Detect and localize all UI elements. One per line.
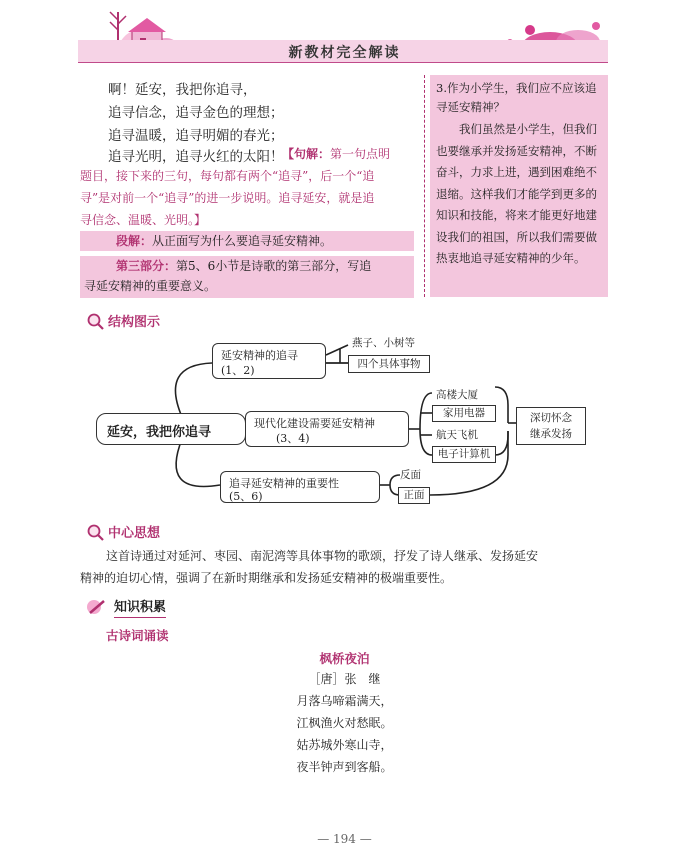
b1-item-2: 四个具体事物: [348, 355, 430, 373]
poem-line-1: 啊！延安，我把你追寻，: [108, 82, 257, 98]
side-divider: [424, 75, 425, 297]
b2-item-3: 航天飞机: [436, 429, 478, 441]
ancient-poem-line-2: 江枫渔火对愁眠。: [296, 716, 393, 730]
branch-2-range: (3、4): [276, 432, 310, 445]
analysis-line-3: 寻”是对前一个“追寻”的进一步说明。追寻延安，就是追: [80, 191, 375, 205]
header-title: 新教材完全解读: [288, 45, 401, 61]
side-question: [436, 79, 604, 117]
b1-item-1: 燕子、小树等: [352, 337, 415, 349]
magnifier-icon: [86, 523, 104, 541]
knowledge-title: 知识积累: [114, 596, 166, 618]
theme-line-2: 精神的迫切心情，强调了在新时期继承和发扬延安精神的极端重要性。: [80, 571, 453, 585]
page-number: — 194 —: [317, 832, 372, 846]
analysis-line-2: 题目，接下来的三句，每句都有两个“追寻”，后一个“追: [80, 169, 375, 183]
b2-item-4: 电子计算机: [432, 446, 496, 463]
part3-box: [80, 256, 414, 298]
duanjie-label: 段解：: [116, 234, 153, 248]
part3-text-1: 第5、6小节是诗歌的第三部分，写追: [176, 259, 372, 273]
branch-2-name: 现代化建设需要延安精神: [254, 417, 375, 430]
branch-1: [212, 343, 326, 379]
branch-1-name: 延安精神的追寻: [221, 349, 298, 362]
branch-3-name: 追寻延安精神的重要性: [229, 477, 339, 490]
pencil-icon: [86, 598, 108, 616]
b2-item-1: 高楼大厦: [436, 389, 478, 401]
structure-root: [96, 413, 246, 445]
part3-text-2: 寻延安精神的重要意义。: [84, 279, 217, 293]
ancient-poem-line-1: 月落乌啼霜满天，: [296, 694, 393, 708]
analysis-line-4: 寻信念、温暖、光明。】: [80, 213, 207, 227]
branch-3: [220, 471, 380, 503]
branch-1-range: (1、2): [221, 364, 255, 377]
structure-root-label: 延安，我把你追寻: [107, 425, 212, 440]
b3-item-2: 正面: [398, 487, 430, 504]
ancient-poem-line-3: 姑苏城外寒山寺，: [296, 738, 393, 752]
side-question-line-1: 3.作为小学生，我们应不应该追: [436, 81, 597, 95]
b3-item-1: 反面: [400, 469, 421, 481]
result-line-1: 深切怀念: [530, 412, 572, 424]
result-box: [516, 407, 586, 445]
side-answer: 我们虽然是小学生，但我们也要继承并发扬延安精神，不断奋斗，力求上进，遇到困难绝不退缩。这样我们才能学到更多的知识和技能，将来才能更好地建设我们的祖国，所以我们需要做热衷地追寻延安精神的少年。: [436, 122, 597, 265]
part3-label: 第三部分：: [116, 259, 177, 273]
structure-title: 结构图示: [108, 315, 161, 330]
structure-heading: [86, 311, 160, 330]
ancient-poem-title-wrap: [0, 648, 689, 667]
ancient-poem-line-4: 夜半钟声到客船。: [296, 760, 393, 774]
result-line-2: 继承发扬: [530, 428, 572, 440]
branch-2: [245, 411, 409, 447]
ancient-poem-author: ［唐］张 继: [308, 672, 381, 686]
side-question-line-2: 寻延安精神？: [436, 100, 505, 114]
theme-title: 中心思想: [108, 526, 161, 541]
knowledge-heading: [86, 596, 166, 618]
structure-diagram: [90, 335, 600, 510]
theme-line-1: 这首诗通过对延河、枣园、南泥湾等具体事物的歌颂，抒发了诗人继承、发扬延安: [106, 549, 539, 563]
poem-line-3: 追寻温暖，追寻明媚的春光；: [108, 128, 284, 144]
analysis-label: 【句解：: [282, 147, 331, 161]
analysis-inline: [282, 143, 390, 165]
magnifier-icon: [86, 312, 104, 330]
branch-3-range: (5、6): [229, 490, 263, 503]
duanjie-text: 从正面写为什么要追寻延安精神。: [152, 234, 333, 248]
poem-line-2: 追寻信念，追寻金色的理想；: [108, 105, 284, 121]
ancient-poem-title: 枫桥夜泊: [319, 651, 370, 666]
knowledge-subtitle: 古诗词诵读: [106, 628, 169, 643]
theme-heading: [86, 522, 160, 541]
poem-line-4: 追寻光明，追寻火红的太阳！: [108, 149, 284, 165]
b2-item-2: 家用电器: [432, 405, 496, 422]
side-box: [430, 75, 608, 297]
duanjie-bar: [80, 231, 414, 251]
analysis-line-1: 第一句点明: [330, 147, 391, 161]
